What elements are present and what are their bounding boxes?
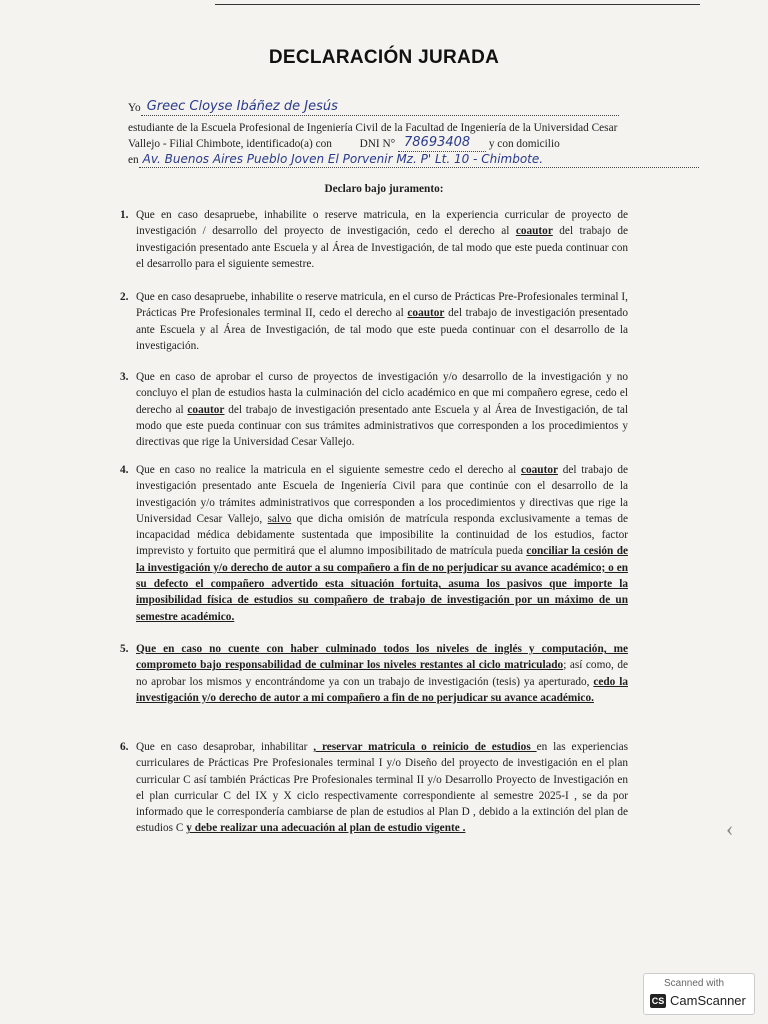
clause-number: 6. <box>120 741 129 753</box>
clause-number: 2. <box>120 291 129 303</box>
clause-3 <box>120 369 628 450</box>
clause-number: 5. <box>120 643 129 655</box>
margin-mark: ‹ <box>726 816 734 841</box>
clause-text: en las experiencias curriculares de Prácticas Pre Profesionales terminal I y/o Diseño del proyecto de investigación en el plan curricular C así también Prácticas Pre Profesionales terminal II y/o Desarrollo Proyecto de Investigación en el plan curricular C del IX y X ciclo respectivamente correspondiente al semestre 2025-I , se da por informado que le correspondería cambiarse de plan de estudios al Plan D , debido a la extinción del plan de estudios C <box>136 741 629 835</box>
clause-underlined: , reservar matricula o reinicio de estudios <box>313 741 537 753</box>
dni-label: DNI N° <box>359 138 396 150</box>
camscanner-logo-icon: CS <box>651 996 665 1006</box>
clause-2 <box>120 289 628 354</box>
student-line: estudiante de la Escuela Profesional de Ingeniería Civil de la Facultad de Ingeniería de la Universidad Cesar <box>128 122 618 134</box>
clause-text: del trabajo de investigación presentado ante Escuela y al Área de Investigación, de tal modo que este pueda continuar con sus trámites administrativos que corresponden a los procedimientos y directivas que rige la Universidad Cesar Vallejo. <box>136 403 628 449</box>
clause-number: 3. <box>120 371 129 383</box>
domicilio-text: y con domicilio <box>488 138 560 150</box>
clause-text: Que en caso desapruebe, inhabilite o reserve matricula, en la experiencia curricular de proyecto de investigación / desarrollo del proyecto de investigación, cedo el derecho al <box>136 209 628 238</box>
clause-text: Que en caso no realice la matricula en el siguiente semestre cedo el derecho al <box>136 464 521 476</box>
clause-text: del trabajo de investigación presentado ante Escuela de Ingeniería Civil para que continúe con el desarrollo de la investigación y/o trámites administrativos que corresponden a los procedimientos y directivas que rige la Universidad Cesar Vallejo, <box>136 464 628 525</box>
clause-text: del trabajo de investigación presentado ante Escuela y al Área de Investigación, de tal modo que este pueda continuar con el desarrollo de la investigación. <box>136 307 628 352</box>
dni-dots <box>398 137 486 152</box>
declaro-heading: Declaro bajo juramento: <box>324 183 444 195</box>
address-dots <box>139 153 699 168</box>
clause-underlined: coautor <box>187 403 225 416</box>
clause-underlined: cedo la investigación y/o derecho de autor a mi compañero a fin de no perjudicar su avance académico. <box>136 675 628 704</box>
filial-text: Vallejo - Filial Chimbote, identificado(a) con <box>128 138 332 150</box>
en-label: en <box>128 154 139 166</box>
clause-number: 4. <box>120 464 129 476</box>
clause-text: ; así como, de no aprobar los mismos y encontrándome ya con un trabajo de investigación (tesis) ya aperturado, <box>136 659 629 688</box>
clause-text: Que en caso desaprobar, inhabilitar <box>136 741 314 753</box>
clause-underlined: conciliar la cesión de la investigación y/o derecho de autor a su compañero a fin de no perjudicar su avance académico; o en su defecto el compañero advertido esta situación fortuita, asuma los pasivos que importe la imposibilidad física de estudios su compañero de trabajo de investigación por un máximo de un semestre académico. <box>136 545 628 623</box>
clause-1 <box>120 207 628 272</box>
handwritten-dni: 78693408 <box>404 135 471 150</box>
clause-text: del trabajo de investigación presentado ante Escuela y al Área de Investigación, de tal modo que este pueda continuar con el desarrollo para el siguiente semestre. <box>136 225 628 270</box>
name-dots <box>141 101 619 116</box>
clause-text: Que en caso de aprobar el curso de proyectos de investigación y/o desarrollo de la investigación y no concluyo el plan de estudios hasta la culminación del ciclo académico en que mi compañero egrese, cedo el derecho al <box>136 371 628 416</box>
clause-text: que dicha omisión de matrícula responda exclusivamente a temas de incapacidad médica debidamente sustentada que imposibilite la continuidad de los estudios, factor imprevisto y fortuito que permitirá que el alumno imposibilitado de matrícula pueda <box>136 512 628 558</box>
top-rule <box>215 0 700 5</box>
document-title: DECLARACIÓN JURADA <box>268 47 500 68</box>
watermark-caption: Scanned with <box>664 978 725 989</box>
dni-line <box>128 137 560 152</box>
watermark-brand: CamScanner <box>670 993 746 1008</box>
clause-6 <box>120 739 628 837</box>
clause-underlined: coautor <box>515 225 553 238</box>
clause-underlined: coautor <box>520 464 559 476</box>
clause-underlined: Que en caso no cuente con haber culminado todos los niveles de inglés y computación, me comprometo bajo responsabilidad de culminar los niveles restantes al ciclo matriculado <box>136 643 628 672</box>
clause-underlined: salvo <box>267 512 292 525</box>
clause-number: 1. <box>120 209 129 221</box>
clause-4 <box>120 462 628 625</box>
address-line <box>128 153 699 168</box>
clause-underlined: y debe realizar una adecuación al plan de estudio vigente . <box>186 822 466 835</box>
handwritten-name: Greec Cloyse Ibáñez de Jesús <box>146 99 338 114</box>
clause-5 <box>120 641 628 706</box>
handwritten-address: Av. Buenos Aires Pueblo Joven El Porvenir Mz. P' Lt. 10 - Chimbote. <box>142 152 544 166</box>
name-line <box>128 101 619 116</box>
clause-text: Que en caso desapruebe, inhabilite o reserve matricula, en el curso de Prácticas Pre-Profesionales terminal I, Prácticas Pre Profesionales terminal II, cedo el derecho al <box>136 291 628 320</box>
yo-label: Yo <box>128 102 141 114</box>
clause-underlined: coautor <box>407 307 445 320</box>
camscanner-watermark <box>643 973 755 1015</box>
